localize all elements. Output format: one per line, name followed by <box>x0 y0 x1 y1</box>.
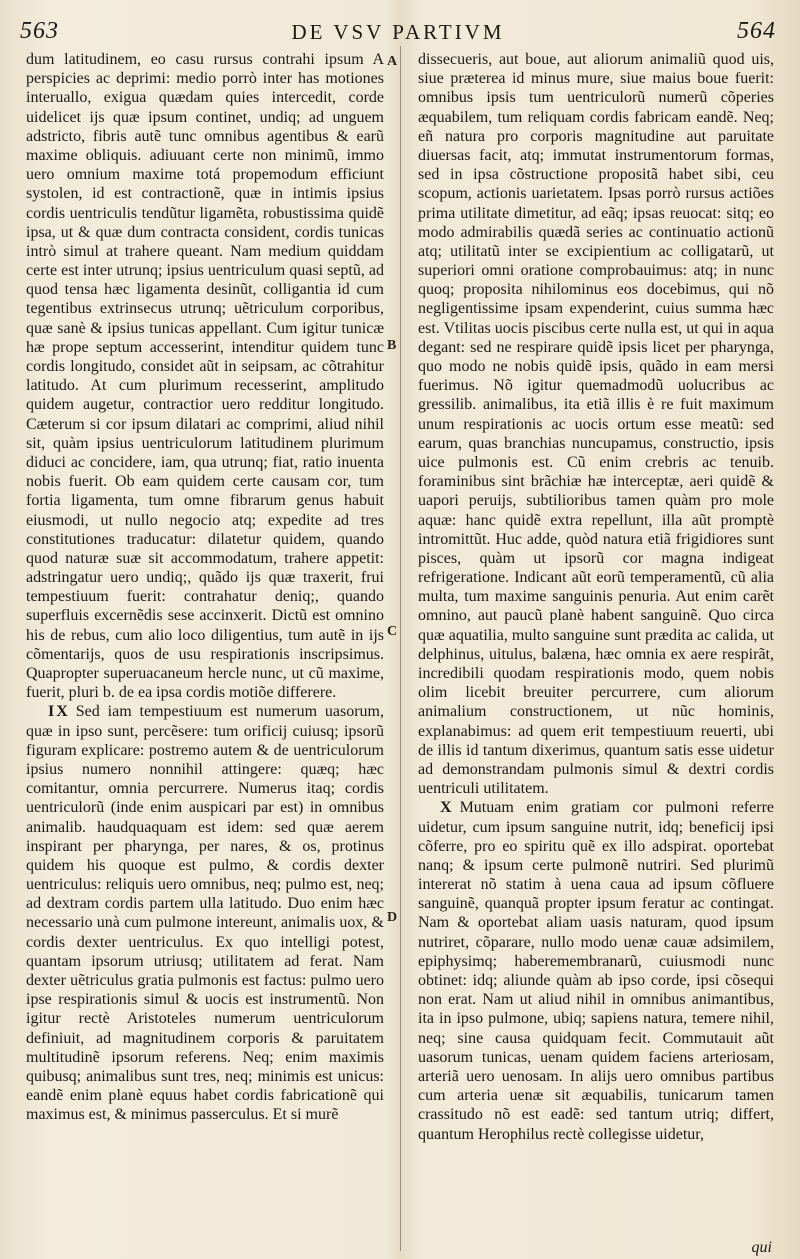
column-divider <box>400 46 401 1251</box>
section-number: IX <box>48 703 70 721</box>
left-column <box>26 50 384 1250</box>
paragraph: dissecueris, aut boue, aut aliorum animaliũ quod uis, siue præterea id minus mure, siue maius boue fuerit: omnibus ipsis tum uentriculorũ numerũ cõperies æquabilem, tum reliquam cordis fabricam eandẽ. Neq; eñ natura pro corporis magnitudine aut paruitate diuersas facit, atq; immutat instrumentorum formas, sed in ipsa cõstructione propositã habet sibi, ceu scopum, actionis uarietatem. Ipsas porrò rursus actiões prima utilitate dimetitur, ad eãq; ipsas reuocat: sitq; eo modo admirabilis quædã series ac continuatio actionũ atq; utilitatũ inter se excipientium ac colligatarũ, ut superiori omni oratione comprobauimus: atq; in nunc quoq; proposita nihilominus eos docebimus, qui nõ negligentissime ipsam expenderint, cuius summa hæc est. Vtilitas uocis piscibus certe nulla est, ut qui in aqua degant: sed ne respirare quidẽ ipsis licet per pharynga, quo modo ne nobis quidẽ ipsis, quãdo in eam mersi fuerimus. Nõ igitur quemadmodũ uolucribus ac gressilib. animalibus, ita etiã illis è re fuit maximum unum respirationis ac uocis ortum esse meatũ: sed earum, quas branchias nuncupamus, constructio, ipsis uice pulmonis est. Cũ enim crebris ac tenuib. foraminibus sint brãchiæ hæ interceptæ, aeri quidẽ & uapori peruijs, subtilioribus tamen quàm pro mole aquæ: hanc quidẽ extra repellunt, illa aũt promptè intromittũt. Huc adde, quòd natura etiã frigidiores sunt pisces, quàm ut ipsorũ cor magna indigeat refrigeratione. Indicant aũt eorũ temperamentũ, cũ alia multa, tum maxime sanguinis penuria. Aut enim carẽt omnino, aut paucũ planè habent sanguinẽ. Quo circa quæ aquatilia, multo sanguine sunt prædita ac calida, ut delphinus, uitulus, balæna, hæc omnia ex aere respirãt, incredibili quodam respirationis modo, quem nobis olim licebit breuiter percurrere, cum aliorum animalium constructionem, ut nũc hominis, explanabimus: ad quem erit tempestiuum reuerti, ubi de illis id tantum dixerimus, quantum satis esse uidetur ad demonstrandam pulmonis simul & dextri cordis uentriculi utilitatem. <box>418 51 774 798</box>
running-title: DE VSV PARTIVM <box>291 20 505 44</box>
paragraph-text: Mutuam enim gratiam cor pulmoni referre uidetur, cum ipsum sanguine nutrit, idq; beneficij ipsi cõferre, pro eo spiritu quẽ ex illo adspirat. oportebat nanq; & ipsum certe pulmonẽ nutriri. Sed plurimũ intererat nõ statim à uena caua ad ipsum cõfluere sanguinẽ, quanquã propter ipsum feratur ac contingat. Nam & oportebat aliam uasis naturam, quod ipsum nutriret, cõparare, nullo modo uenæ cauæ adsimilem, epiphysimq; haberemembranarũ, cuiusmodi nunc obtinet: idq; aliunde quàm ab ipso corde, ipsi cõsequi non erat. Nam ut aliud nihil in omnibus animantibus, ita in ipso pulmone, ubiq; sapiens natura, temere nihil, neq; sine causa quidquam fecit. Commutauit aũt uasorum tunicas, uenam quidem faciens arteriosam, arteriã uero uenosam. In alijs uero omnibus partibus cum arteria uenæ sit æquabilis, tunicarum tamen crassitudo nõ est eadẽ: sed tantum utriq; differt, quantum Herophilus rectè collegisse uidetur, <box>418 799 774 1143</box>
page-header <box>18 14 778 50</box>
paragraph: dum latitudinem, eo casu rursus contrahi ipsum A perspicies ac deprimi: medio porrò inter has motiones interuallo, exigua quædam quies intercedit, corde uidelicet ijs quæ ipsum continet, undiq; ad unguem adstricto, fibris autẽ tunc omnibus agentibus & earũ maxime obliquis. adiuuant certe non minimũ, immo uero omnium maxime totá propemodum efficiunt systolen, id est contractionẽ, quæ in intimis ipsius cordis uentriculis tendũtur ligamẽta, robustissima quidẽ ipsa, ut & quæ dum contracta consident, cordis tunicas intrò simul at trahere queant. Nam medium quiddam certe est inter utrunq; ipsius uentriculum quasi septũ, ad quod tensa hæc ligamenta desinũt, colligantia id cum tegentibus extrinsecus utrunq; uẽtriculum corporibus, quæ sanè & ipsius tunicas appellant. Cum igitur tunicæ hæ prope septum accesserint, intenditur quidem tunc cordis longitudo, considet aũt in seipsam, ac cõtrahitur latitudo. At cum plurimum recesserint, amplitudo quidem augetur, contractior uero redditur longitudo. Cæterum si cor ipsum dilatari ac comprimi, aliud nihil sit, quàm ipsius uentriculorum latitudinem plurimum diduci ac concidere, iam, qua utrunq; fiat, ratio inuenta nobis fuerit. Ob eam quidem certe causam cor, tum fortia ligamenta, tum omne fibrarum genus habuit eiusmodi, ut nullo negocio atq; expedite ad tres constitutiones traducatur: dilatetur quidem, quando quod naturæ suæ sit accommodatum, trahere appetit: adstringatur uero undiq;, quãdo ijs quæ traxerit, frui tempestiuum fuerit: contrahatur deniq;, quando superfluis excernẽdis sese accinxerit. Dictũ est omnino his de rebus, cum alio loco diligentius, tum autẽ in ijs cõmentarijs, quos de usu respirationis inscripsimus. Quapropter superuacaneum hercle nunc, ut cũ maxime, fuerit, pluri b. de ea ipsa cordis motiõe differere. <box>26 51 384 702</box>
page-number-left: 563 <box>20 18 59 44</box>
section-paragraph <box>418 798 774 1143</box>
paragraph-text: Sed iam tempestiuum est numerum uasorum, quæ in ipso sunt, percẽsere: tum orificij cuiusq; ipsorũ figuram explicare: postremo autem & de uentriculorum ipsius numero nonnihil attingere: quæq; hæc comitantur, omnia percurrere. Numerus itaq; cordis uentriculorũ (inde enim auspicari par est) in omnibus animalib. haudquaquam est idem: sed quæ aerem inspirant per pharynga, per nares, & os, protinus quidem his quoque est pulmo, & cordis dexter uentriculus: reliquis uero omnibus, neq; pulmo est, neq; ad dextram cordis partem ulla latitudo. Duo enim hæc necessario unà cum pulmone intereunt, animalis uox, & cordis dexter uentriculus. Ex quo intelligi potest, quantam ipsorum utriusq; utilitatem ad ferat. Nam dexter uẽtriculus gratia pulmonis est factus: pulmo uero ipse respirationis simul & uocis est instrumentũ. Non igitur rectè Aristoteles numerum uentriculorum definiuit, ad magnitudinem corporis & paruitatem multitudinẽ ipsorum referens. Neq; enim maximis quibusq; animalibus sunt tres, neq; minimis est unicus: eandẽ enim planè equus habet cordis fabricationẽ qui maximus est, & minimus passerculus. Et si murẽ <box>26 703 384 1124</box>
margin-letter-a: A <box>387 54 398 69</box>
margin-letter-b: B <box>387 338 397 353</box>
catchword: qui <box>751 1239 772 1256</box>
right-column <box>418 50 774 1250</box>
page-number-right: 564 <box>737 18 776 44</box>
section-paragraph <box>26 702 384 1124</box>
margin-letter-c: C <box>387 624 398 639</box>
section-number: X <box>440 799 454 817</box>
margin-letter-d: D <box>387 910 398 925</box>
